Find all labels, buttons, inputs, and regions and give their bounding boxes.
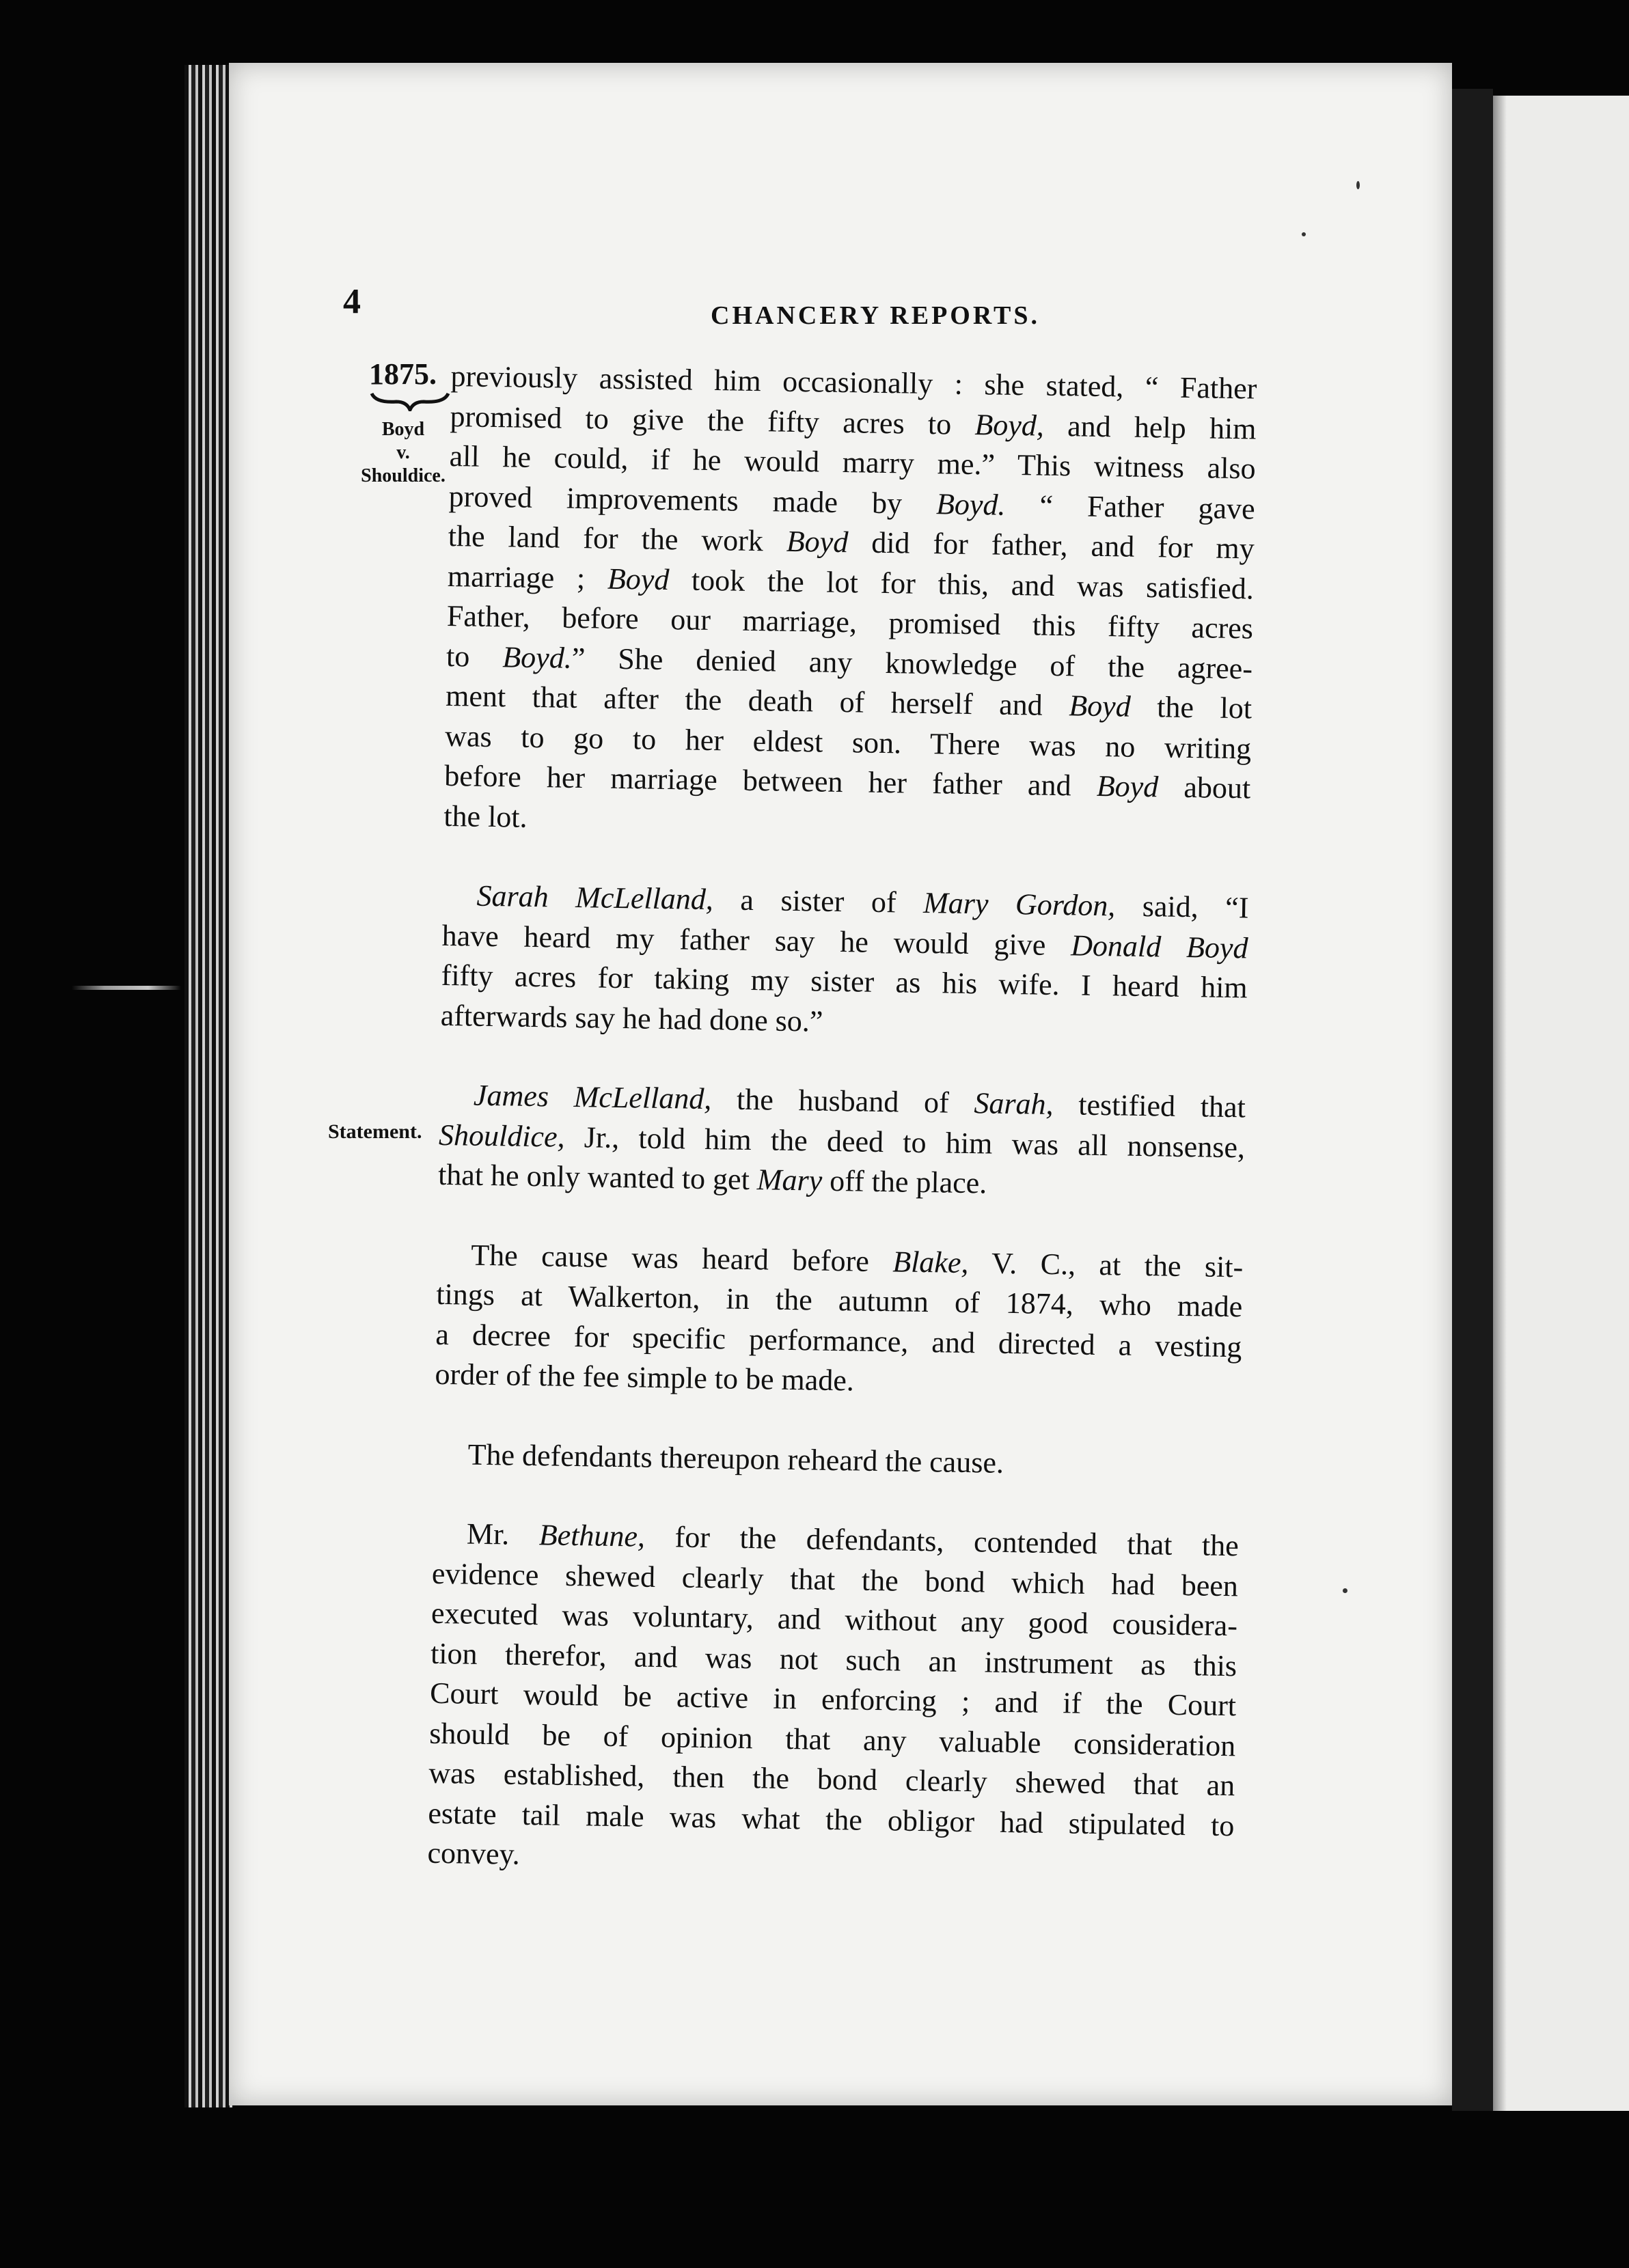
facing-page: [1493, 96, 1629, 2111]
text-line: ment that after the death of herself and Boyd the lot: [445, 678, 1252, 725]
text-line: convey.: [427, 1836, 521, 1871]
text-line: to Boyd.” She denied any knowledge of the agree-: [446, 639, 1253, 685]
margin-statement: Statement.: [328, 1120, 422, 1143]
running-title: CHANCERY REPORTS.: [711, 301, 1040, 330]
text-line: Court would be active in enforcing ; and if the Court: [429, 1676, 1237, 1723]
text-line: that he only wanted to get Mary off the place.: [437, 1157, 987, 1200]
scan-speck: [1343, 1588, 1347, 1593]
text-line: afterwards say he had done so.”: [440, 998, 823, 1038]
scan-speck: [1302, 232, 1306, 236]
text-line: the land for the work Boyd did for father, and for my: [448, 518, 1255, 566]
text-line: The defendants thereupon reheard the cause.: [467, 1437, 1004, 1480]
text-line: Mr. Bethune, for the defendants, contended that the: [466, 1517, 1240, 1563]
text-line: the lot.: [443, 799, 528, 834]
paragraph: [438, 1075, 1246, 1208]
text-line: previously assisted him occasionally : she stated, “ Father: [450, 359, 1257, 406]
text-line: executed was voluntary, and without any good cousidera-: [430, 1596, 1238, 1643]
text-line: evidence shewed clearly that the bond which had been: [431, 1556, 1239, 1603]
book-gutter: [1452, 89, 1493, 2111]
paragraph: [435, 1234, 1244, 1407]
text-line: a decree for specific performance, and directed a vesting: [435, 1317, 1242, 1364]
scan-speck: [1356, 181, 1360, 189]
margin-brace-icon: [369, 391, 451, 411]
page-number: 4: [343, 282, 361, 321]
text-line: The cause was heard before Blake, V. C., at the sit-: [470, 1238, 1244, 1284]
text-line: Shouldice, Jr., told him the deed to him was all nonsense,: [438, 1118, 1246, 1164]
margin-case-defendant: Shouldice.: [361, 465, 446, 486]
margin-case-versus: v.: [396, 442, 410, 463]
margin-case-name: [345, 418, 461, 488]
text-line: tings at Walkerton, in the autumn of 1874, who made: [436, 1277, 1243, 1324]
text-line: marriage ; Boyd took the lot for this, and was satisfied.: [447, 559, 1255, 605]
text-line: tion therefor, and was not such an instrument as this: [430, 1636, 1237, 1683]
paragraph: [443, 357, 1257, 848]
book-edge: [184, 65, 232, 2107]
facing-page-shadow: [1493, 96, 1507, 2111]
text-line: all he could, if he would marry me.” This witness also: [449, 439, 1256, 486]
paragraph: [427, 1514, 1239, 1886]
margin-case-plaintiff: Boyd: [381, 419, 425, 440]
text-line: was to go to her eldest son. There was no writing: [444, 719, 1252, 765]
text-line: fifty acres for taking my sister as his wife. I heard him: [441, 958, 1248, 1005]
text-line: should be of opinion that any valuable consideration: [428, 1716, 1236, 1762]
body-text: [427, 357, 1257, 1886]
text-line: James McLelland, the husband of Sarah, testified that: [473, 1078, 1246, 1124]
text-line: before her marriage between her father and Boyd about: [443, 758, 1251, 805]
text-line: Father, before our marriage, promised this fifty acres: [446, 598, 1254, 646]
text-line: promised to give the fifty acres to Boyd, and help him: [450, 399, 1257, 446]
scan-mark: [72, 986, 181, 990]
text-line: have heard my father say he would give Donald Boyd: [441, 918, 1248, 965]
text-line: order of the fee simple to be made.: [435, 1357, 855, 1398]
paragraph: [440, 876, 1249, 1049]
text-line: was established, then the bond clearly shewed that an: [428, 1756, 1235, 1803]
text-line: Sarah McLelland, a sister of Mary Gordon, said, “I: [476, 879, 1249, 925]
text-line: estate tail male was what the obligor had stipulated to: [428, 1796, 1235, 1842]
margin-year: 1875.: [369, 357, 437, 391]
text-line: proved improvements made by Boyd. “ Father gave: [448, 479, 1256, 526]
